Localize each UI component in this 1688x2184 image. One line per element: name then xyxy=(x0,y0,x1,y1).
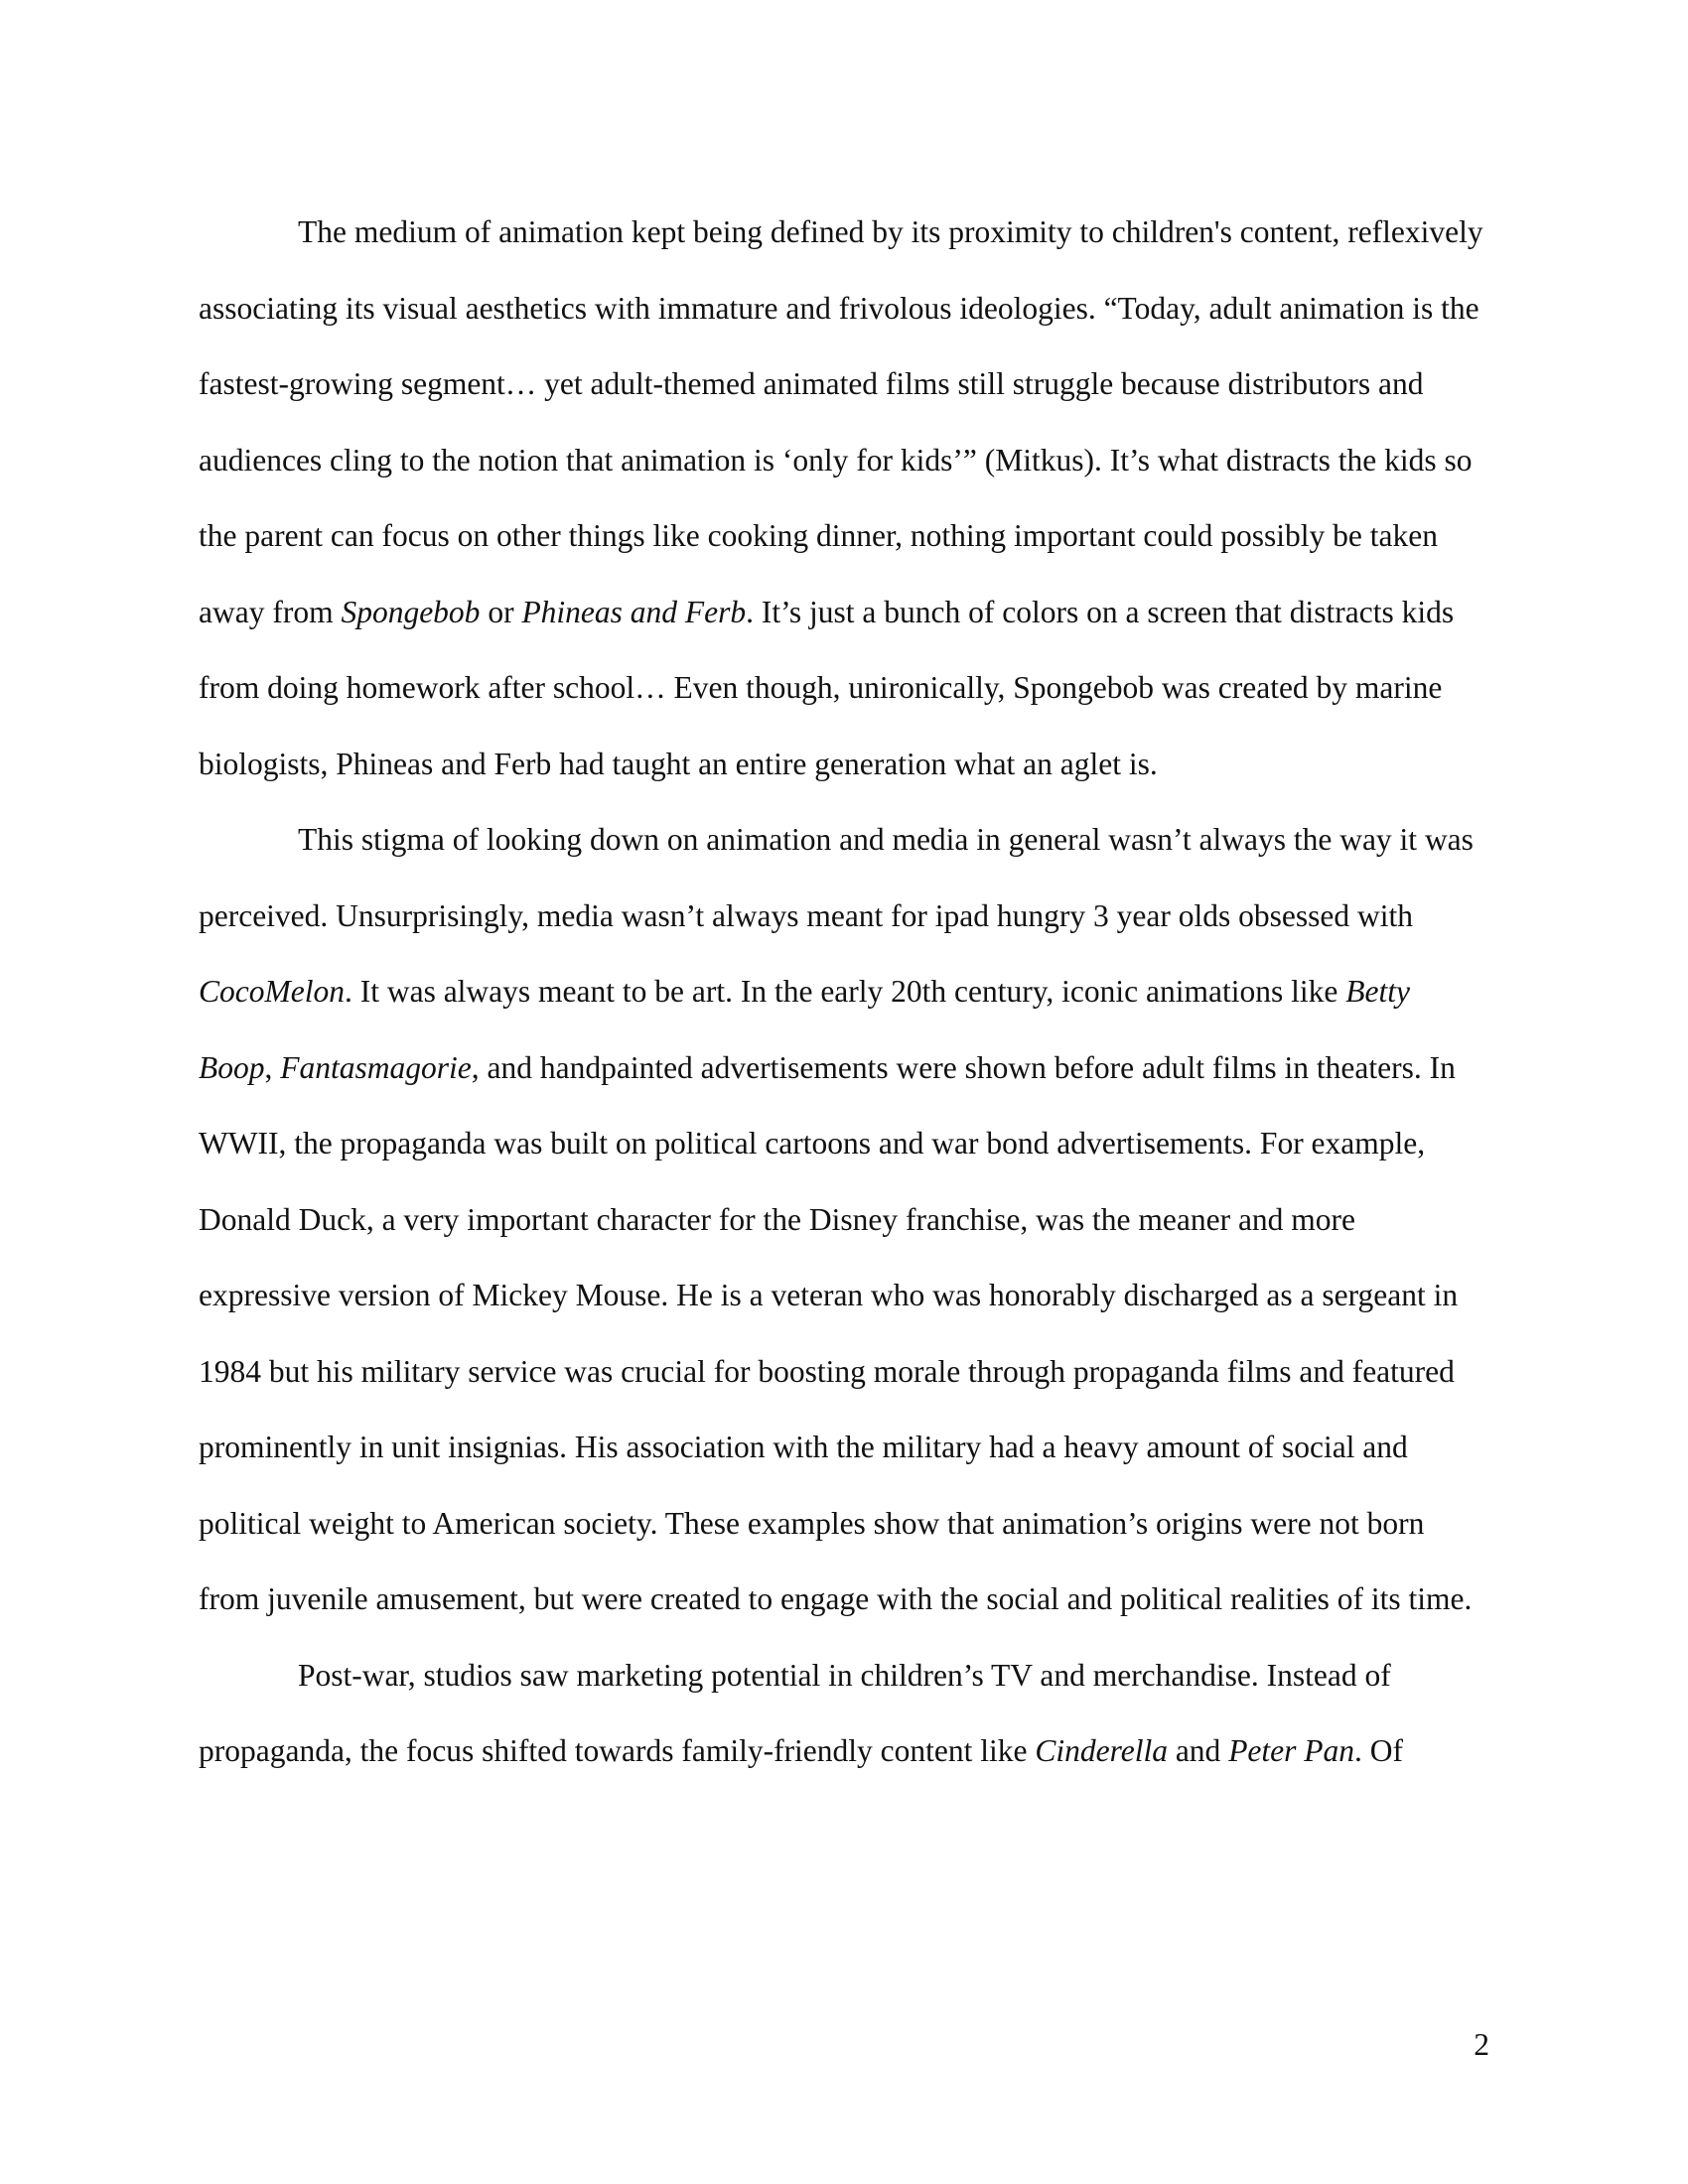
paragraph-3-run: Post-war, studios saw marketing potential in children’s TV and merchandise. Instead of propaganda, the focus shifted towards family-friendly content like xyxy=(199,1657,1391,1768)
paragraph-3-run: and xyxy=(1167,1733,1229,1768)
page-number: 2 xyxy=(1474,2027,1489,2062)
paragraph-1-run: or xyxy=(480,594,522,629)
title-fantasmagorie: Fantasmagorie xyxy=(280,1049,472,1085)
title-peter-pan: Peter Pan xyxy=(1228,1733,1355,1768)
paragraph-2-run: . It was always meant to be art. In the early 20th century, iconic animations like xyxy=(344,974,1346,1009)
paragraph-2-run: , xyxy=(264,1049,281,1085)
paragraph-2-run: This stigma of looking down on animation and media in general wasn’t always the way it was perceived. Unsurprisingly, media wasn’t always meant for ipad hungry 3 year olds obsessed with xyxy=(199,822,1474,933)
title-betty-boop: Betty Boop xyxy=(199,974,1410,1085)
paragraph-1 xyxy=(199,195,1491,802)
paragraph-2-run: , and handpainted advertisements were shown before adult films in theaters. In WWII, the propaganda was built on political cartoons and war bond advertisements. For example, Donald Duck, a very important character for the Disney franchise, was the meaner and more expressive version of Mickey Mouse. He is a veteran who was honorably discharged as a sergeant in 1984 but his military service was crucial for boosting morale through propaganda films and featured prominently in unit insignias. His association with the military had a heavy amount of social and political weight to American society. These examples show that animation’s origins were not born from juvenile amusement, but were created to engage with the social and political realities of its time. xyxy=(199,1049,1473,1616)
title-cocomelon: CocoMelon xyxy=(199,974,345,1009)
body-text xyxy=(199,195,1491,1790)
title-cinderella: Cinderella xyxy=(1035,1733,1168,1768)
paragraph-3-run: . Of xyxy=(1354,1733,1404,1768)
paragraph-2 xyxy=(199,802,1491,1638)
title-spongebob: Spongebob xyxy=(341,594,481,629)
paragraph-3 xyxy=(199,1638,1491,1790)
title-phineas-and-ferb: Phineas and Ferb xyxy=(521,594,747,629)
paragraph-1-run: The medium of animation kept being defined by its proximity to children's content, reflexively associating its visual aesthetics with immature and frivolous ideologies. “Today, adult animation is the fastest-growing segment… yet adult-themed animated films still struggle because distributors and audiences cling to the notion that animation is ‘only for kids’” (Mitkus). It’s what distracts the kids so the parent can focus on other things like cooking dinner, nothing important could possibly be taken away from xyxy=(199,214,1483,629)
paragraph-1-run: . It’s just a bunch of colors on a screen that distracts kids from doing homework after school… Even though, unironically, Spongebob was created by marine biologists, Phineas and Ferb had taught an entire generation what an aglet is. xyxy=(199,594,1455,781)
